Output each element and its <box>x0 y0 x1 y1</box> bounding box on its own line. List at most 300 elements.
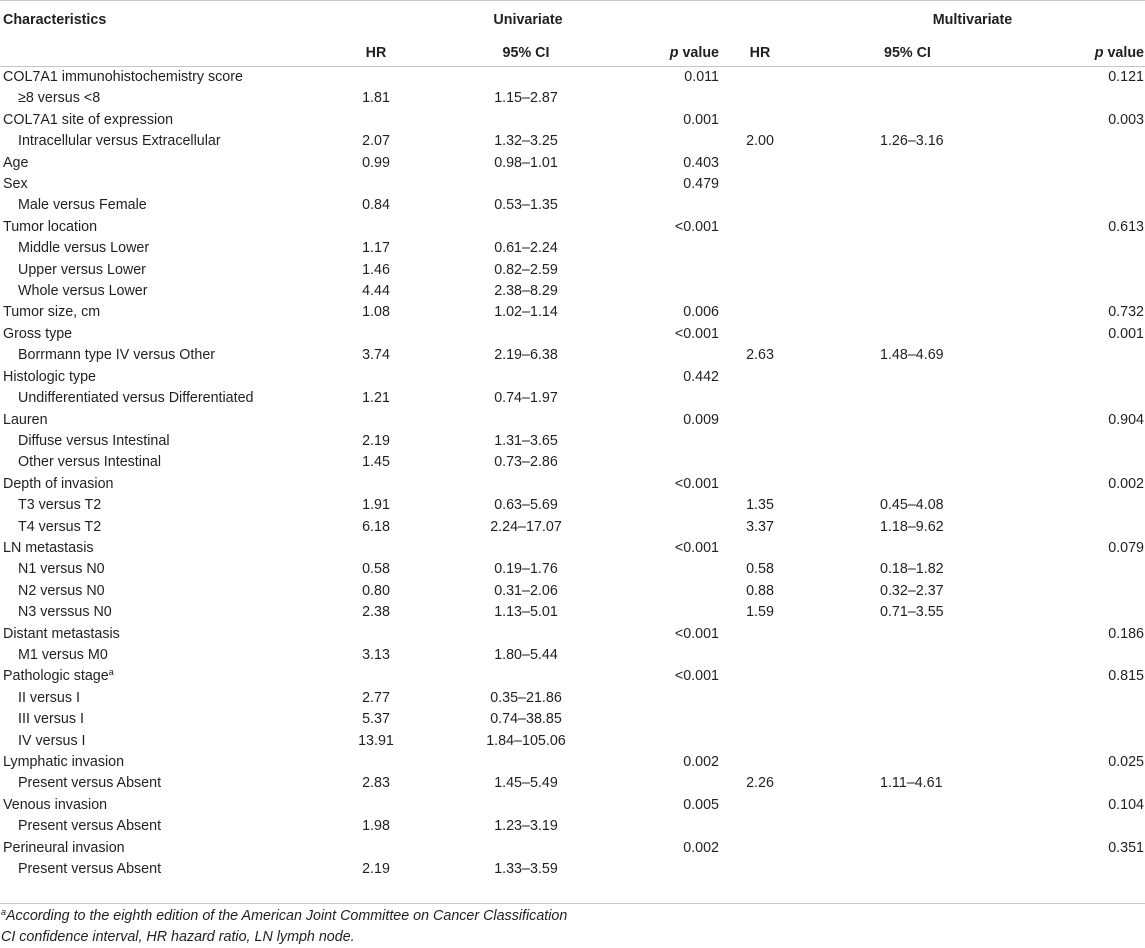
multivariate-p-value <box>1070 281 1145 302</box>
row-label: COL7A1 immunohistochemistry score <box>3 69 243 85</box>
table-row <box>0 581 1145 602</box>
table-row <box>0 495 1145 516</box>
multivariate-p-value: 0.732 <box>1108 304 1144 321</box>
multivariate-ci <box>880 431 1070 452</box>
univariate-ci: 1.32–3.25 <box>494 133 558 150</box>
multivariate-ci: 1.26–3.16 <box>880 133 944 150</box>
univariate-p-value <box>636 195 720 216</box>
multivariate-p-value <box>1070 559 1145 580</box>
univariate-ci: 1.80–5.44 <box>494 646 558 663</box>
multivariate-p-value: 0.815 <box>1108 668 1144 685</box>
multivariate-p-value <box>1070 388 1145 409</box>
univariate-ci: 0.31–2.06 <box>494 582 558 599</box>
table-row <box>0 773 1145 794</box>
multivariate-hr <box>720 859 800 880</box>
univariate-p-value: 0.009 <box>683 411 719 428</box>
multivariate-ci <box>880 367 1070 388</box>
multivariate-p-value: 0.025 <box>1108 754 1144 770</box>
multivariate-hr <box>720 838 800 859</box>
table-row <box>0 452 1145 473</box>
univariate-hr: 1.81 <box>362 90 390 107</box>
table-row <box>0 474 1145 495</box>
univariate-hr <box>336 474 416 495</box>
table-row <box>0 431 1145 452</box>
multivariate-hr <box>720 302 800 323</box>
table-row <box>0 88 1145 109</box>
multivariate-ci <box>880 688 1070 709</box>
univariate-hr: 0.80 <box>362 582 390 599</box>
spacer-cell <box>800 731 880 752</box>
multivariate-hr <box>720 474 800 495</box>
spacer-cell <box>800 238 880 259</box>
multivariate-p-value <box>1070 645 1145 666</box>
row-label: N1 versus N0 <box>18 561 105 578</box>
header-multivariate-hr: HR <box>749 45 771 61</box>
row-label: COL7A1 site of expression <box>3 111 174 128</box>
row-label: Male versus Female <box>18 197 147 214</box>
footnote-a <box>1 906 567 927</box>
univariate-ci: 0.74–1.97 <box>494 390 558 407</box>
multivariate-hr <box>720 752 800 773</box>
multivariate-hr: 0.58 <box>746 561 774 578</box>
multivariate-p-value <box>1070 367 1145 388</box>
spacer-cell <box>800 495 880 516</box>
univariate-hr: 1.17 <box>362 240 390 257</box>
table-row <box>0 624 1145 645</box>
multivariate-ci <box>880 67 1070 89</box>
multivariate-ci <box>880 624 1070 645</box>
multivariate-p-value: 0.002 <box>1108 475 1144 492</box>
univariate-p-value <box>636 517 720 538</box>
univariate-hr: 2.77 <box>362 689 390 706</box>
multivariate-ci <box>880 474 1070 495</box>
multivariate-ci <box>880 302 1070 323</box>
univariate-hr: 3.74 <box>362 347 390 364</box>
univariate-ci <box>416 67 636 89</box>
row-label <box>0 666 336 687</box>
univariate-p-value <box>636 859 720 880</box>
univariate-hr: 2.19 <box>362 432 390 449</box>
header-univariate-p <box>636 40 720 67</box>
multivariate-p-value: 0.121 <box>1108 69 1144 85</box>
univariate-ci: 1.84–105.06 <box>486 732 566 749</box>
spacer-cell <box>800 388 880 409</box>
univariate-hr <box>336 666 416 687</box>
multivariate-ci <box>880 281 1070 302</box>
univariate-p-value <box>636 88 720 109</box>
univariate-hr <box>336 110 416 131</box>
spacer-cell <box>800 816 880 837</box>
table-row <box>0 602 1145 623</box>
multivariate-p-value: 0.186 <box>1108 625 1144 642</box>
multivariate-ci: 1.18–9.62 <box>880 518 944 535</box>
multivariate-p-value <box>1070 345 1145 366</box>
univariate-hr: 4.44 <box>362 283 390 300</box>
table-row <box>0 838 1145 859</box>
table-row <box>0 688 1145 709</box>
table-row <box>0 731 1145 752</box>
table-row <box>0 110 1145 131</box>
univariate-hr: 2.07 <box>362 133 390 150</box>
multivariate-hr <box>720 795 800 816</box>
spacer-cell <box>800 217 880 238</box>
row-label: T3 versus T2 <box>18 497 102 514</box>
multivariate-ci <box>880 88 1070 109</box>
spacer-cell <box>800 110 880 131</box>
spacer-cell <box>800 345 880 366</box>
spacer-cell <box>800 688 880 709</box>
multivariate-ci: 0.71–3.55 <box>880 604 944 621</box>
multivariate-p-value <box>1070 131 1145 152</box>
univariate-p-value <box>636 773 720 794</box>
univariate-ci <box>416 624 636 645</box>
univariate-p-value: <0.001 <box>674 325 719 342</box>
multivariate-p-value <box>1070 602 1145 623</box>
multivariate-ci <box>880 731 1070 752</box>
multivariate-ci <box>880 538 1070 559</box>
univariate-p-value: 0.006 <box>683 304 719 321</box>
univariate-p-value <box>636 559 720 580</box>
multivariate-p-value <box>1070 859 1145 880</box>
univariate-ci: 1.33–3.59 <box>494 861 558 878</box>
univariate-hr: 3.13 <box>362 646 390 663</box>
table-footnotes <box>1 906 567 948</box>
univariate-p-value <box>636 281 720 302</box>
multivariate-hr: 1.59 <box>746 604 774 621</box>
multivariate-hr <box>720 153 800 174</box>
row-label: Undifferentiated versus Differentiated <box>18 390 254 407</box>
multivariate-ci <box>880 153 1070 174</box>
spacer-cell <box>800 281 880 302</box>
spacer-cell <box>800 559 880 580</box>
table-header-row-groups <box>0 1 1145 41</box>
spacer-cell <box>800 195 880 216</box>
univariate-hr: 1.46 <box>362 261 390 278</box>
multivariate-ci: 0.45–4.08 <box>880 497 944 514</box>
univariate-hr <box>336 324 416 345</box>
multivariate-ci <box>880 452 1070 473</box>
multivariate-ci <box>880 238 1070 259</box>
spacer-cell <box>800 67 880 89</box>
header-multivariate-p <box>1070 40 1145 67</box>
row-label: Other versus Intestinal <box>18 454 162 471</box>
univariate-hr: 1.98 <box>362 818 390 835</box>
row-label: Present versus Absent <box>18 775 162 792</box>
row-label: Gross type <box>3 325 73 342</box>
row-label: Intracellular versus Extracellular <box>18 133 221 150</box>
multivariate-hr: 0.88 <box>746 582 774 599</box>
multivariate-ci <box>880 838 1070 859</box>
multivariate-p-value <box>1070 773 1145 794</box>
row-label: T4 versus T2 <box>18 518 102 535</box>
spacer-cell <box>800 452 880 473</box>
univariate-hr: 2.19 <box>362 861 390 878</box>
univariate-ci: 0.61–2.24 <box>494 240 558 257</box>
multivariate-hr: 2.00 <box>746 133 774 150</box>
table-row <box>0 238 1145 259</box>
table-row <box>0 153 1145 174</box>
multivariate-p-value: 0.104 <box>1108 796 1144 813</box>
table-row <box>0 67 1145 89</box>
multivariate-hr <box>720 195 800 216</box>
table-row <box>0 666 1145 687</box>
table-row <box>0 217 1145 238</box>
univariate-hr <box>336 538 416 559</box>
table-row <box>0 538 1145 559</box>
multivariate-p-value: 0.904 <box>1108 411 1144 428</box>
multivariate-ci <box>880 110 1070 131</box>
multivariate-hr <box>720 324 800 345</box>
univariate-ci: 2.24–17.07 <box>490 518 562 535</box>
table-row <box>0 645 1145 666</box>
spacer-cell <box>800 367 880 388</box>
multivariate-ci <box>880 816 1070 837</box>
table-row <box>0 517 1145 538</box>
univariate-hr <box>336 217 416 238</box>
multivariate-hr <box>720 731 800 752</box>
multivariate-hr <box>720 217 800 238</box>
multivariate-hr <box>720 666 800 687</box>
univariate-p-value: 0.002 <box>683 754 719 770</box>
univariate-ci: 0.74–38.85 <box>490 711 562 728</box>
univariate-hr: 5.37 <box>362 711 390 728</box>
multivariate-p-value <box>1070 816 1145 837</box>
multivariate-p-value <box>1070 517 1145 538</box>
univariate-ci: 0.35–21.86 <box>490 689 562 706</box>
row-label: N2 versus N0 <box>18 582 105 599</box>
multivariate-ci <box>880 752 1070 773</box>
univariate-p-value: 0.442 <box>683 368 719 385</box>
multivariate-hr <box>720 67 800 89</box>
spacer-cell <box>800 581 880 602</box>
row-label: ≥8 versus <8 <box>18 90 101 107</box>
multivariate-ci <box>880 174 1070 195</box>
multivariate-ci <box>880 324 1070 345</box>
multivariate-p-value <box>1070 581 1145 602</box>
multivariate-hr: 1.35 <box>746 497 774 514</box>
table-row <box>0 131 1145 152</box>
multivariate-hr: 2.63 <box>746 347 774 364</box>
univariate-hr: 1.21 <box>362 390 390 407</box>
header-characteristics: Characteristics <box>3 12 107 28</box>
multivariate-p-value <box>1070 88 1145 109</box>
row-label: Middle versus Lower <box>18 240 150 257</box>
multivariate-hr <box>720 410 800 431</box>
row-label: Histologic type <box>3 368 96 385</box>
spacer-cell <box>800 131 880 152</box>
multivariate-ci <box>880 795 1070 816</box>
multivariate-p-value <box>1070 688 1145 709</box>
univariate-p-value <box>636 581 720 602</box>
univariate-hr: 0.84 <box>362 197 390 214</box>
multivariate-p-value <box>1070 153 1145 174</box>
row-label: Upper versus Lower <box>18 261 146 278</box>
univariate-p-value: <0.001 <box>674 668 719 685</box>
p-italic: p <box>669 45 679 61</box>
spacer-cell <box>800 517 880 538</box>
multivariate-p-value <box>1070 238 1145 259</box>
univariate-ci <box>416 474 636 495</box>
table-row <box>0 195 1145 216</box>
univariate-hr: 1.45 <box>362 454 390 471</box>
header-univariate: Univariate <box>493 12 563 28</box>
multivariate-ci <box>880 195 1070 216</box>
univariate-ci <box>416 367 636 388</box>
univariate-hr <box>336 624 416 645</box>
multivariate-hr <box>720 538 800 559</box>
univariate-ci: 1.13–5.01 <box>494 604 558 621</box>
multivariate-hr <box>720 816 800 837</box>
multivariate-p-value <box>1070 709 1145 730</box>
row-label: II versus I <box>18 689 80 706</box>
univariate-hr <box>336 367 416 388</box>
univariate-p-value: 0.005 <box>683 796 719 813</box>
spacer-cell <box>800 431 880 452</box>
row-label: Depth of invasion <box>3 475 114 492</box>
spacer-cell <box>800 859 880 880</box>
p-rest: value <box>678 45 719 61</box>
univariate-p-value <box>636 645 720 666</box>
univariate-p-value <box>636 602 720 623</box>
univariate-p-value <box>636 495 720 516</box>
univariate-ci: 1.15–2.87 <box>494 90 558 107</box>
univariate-ci <box>416 838 636 859</box>
multivariate-hr <box>720 431 800 452</box>
row-label: Perineural invasion <box>3 839 125 856</box>
univariate-hr: 6.18 <box>362 518 390 535</box>
univariate-p-value: 0.001 <box>683 111 719 128</box>
multivariate-p-value <box>1070 452 1145 473</box>
univariate-hr <box>336 752 416 773</box>
multivariate-ci <box>880 410 1070 431</box>
spacer-cell <box>800 709 880 730</box>
univariate-p-value: 0.002 <box>683 839 719 856</box>
spacer-cell <box>800 602 880 623</box>
multivariate-hr <box>720 260 800 281</box>
multivariate-p-value <box>1070 260 1145 281</box>
spacer-cell <box>800 838 880 859</box>
spacer-cell <box>800 153 880 174</box>
row-label: IV versus I <box>18 732 86 749</box>
multivariate-p-value: 0.001 <box>1108 325 1144 342</box>
univariate-ci: 0.73–2.86 <box>494 454 558 471</box>
spacer-cell <box>800 538 880 559</box>
multivariate-hr <box>720 238 800 259</box>
univariate-ci: 1.45–5.49 <box>494 775 558 792</box>
univariate-ci: 0.63–5.69 <box>494 497 558 514</box>
spacer-cell <box>800 260 880 281</box>
univariate-p-value: 0.403 <box>683 154 719 171</box>
table-row <box>0 859 1145 880</box>
row-label: Tumor size, cm <box>3 304 101 321</box>
multivariate-hr <box>720 110 800 131</box>
univariate-ci: 0.53–1.35 <box>494 197 558 214</box>
table-row <box>0 345 1145 366</box>
table-row <box>0 388 1145 409</box>
multivariate-p-value: 0.351 <box>1108 839 1144 856</box>
table-header-row-columns <box>0 40 1145 67</box>
multivariate-ci <box>880 388 1070 409</box>
multivariate-hr <box>720 709 800 730</box>
table-row <box>0 281 1145 302</box>
univariate-ci <box>416 324 636 345</box>
univariate-ci <box>416 666 636 687</box>
univariate-p-value: 0.011 <box>684 69 719 85</box>
univariate-ci: 1.31–3.65 <box>494 432 558 449</box>
table-row <box>0 324 1145 345</box>
row-label: Whole versus Lower <box>18 283 148 300</box>
univariate-hr <box>336 174 416 195</box>
univariate-ci <box>416 410 636 431</box>
univariate-ci <box>416 795 636 816</box>
multivariate-hr <box>720 367 800 388</box>
univariate-ci <box>416 752 636 773</box>
univariate-p-value <box>636 260 720 281</box>
univariate-hr: 2.38 <box>362 604 390 621</box>
univariate-p-value <box>636 731 720 752</box>
univariate-hr: 2.83 <box>362 775 390 792</box>
multivariate-p-value: 0.613 <box>1108 218 1144 235</box>
univariate-p-value: 0.479 <box>683 176 719 193</box>
multivariate-ci <box>880 859 1070 880</box>
multivariate-hr <box>720 688 800 709</box>
spacer-cell <box>800 174 880 195</box>
univariate-p-value: <0.001 <box>674 475 719 492</box>
multivariate-ci: 1.11–4.61 <box>880 775 943 792</box>
univariate-ci: 0.19–1.76 <box>494 561 558 578</box>
row-label: III versus I <box>18 711 84 728</box>
univariate-ci: 2.19–6.38 <box>494 347 558 364</box>
univariate-p-value <box>636 388 720 409</box>
table-body <box>0 67 1145 881</box>
univariate-ci: 0.98–1.01 <box>494 154 558 171</box>
multivariate-ci: 0.18–1.82 <box>880 561 944 578</box>
multivariate-ci <box>880 645 1070 666</box>
spacer-cell <box>800 752 880 773</box>
univariate-ci <box>416 110 636 131</box>
univariate-p-value: <0.001 <box>674 218 719 235</box>
p-rest: value <box>1103 45 1144 61</box>
footer-divider <box>0 903 1145 904</box>
row-label: M1 versus M0 <box>18 646 108 663</box>
row-label: LN metastasis <box>3 539 94 556</box>
univariate-ci <box>416 174 636 195</box>
univariate-p-value <box>636 238 720 259</box>
multivariate-ci <box>880 709 1070 730</box>
multivariate-p-value <box>1070 731 1145 752</box>
row-label: N3 verssus N0 <box>18 604 112 621</box>
spacer-cell <box>800 410 880 431</box>
multivariate-ci <box>880 666 1070 687</box>
univariate-p-value <box>636 452 720 473</box>
univariate-p-value <box>636 709 720 730</box>
multivariate-p-value <box>1070 195 1145 216</box>
univariate-ci: 0.82–2.59 <box>494 261 558 278</box>
multivariate-hr <box>720 452 800 473</box>
multivariate-ci: 1.48–4.69 <box>880 347 944 364</box>
multivariate-ci <box>880 217 1070 238</box>
spacer-cell <box>800 666 880 687</box>
table-row <box>0 174 1145 195</box>
multivariate-hr: 2.26 <box>746 775 774 792</box>
univariate-hr <box>336 67 416 89</box>
row-label: Borrmann type IV versus Other <box>18 347 216 364</box>
row-label: Present versus Absent <box>18 861 162 878</box>
header-multivariate-ci: 95% CI <box>884 45 931 61</box>
multivariate-ci: 0.32–2.37 <box>880 582 944 599</box>
header-univariate-ci: 95% CI <box>502 45 550 61</box>
row-label: Present versus Absent <box>18 818 162 835</box>
